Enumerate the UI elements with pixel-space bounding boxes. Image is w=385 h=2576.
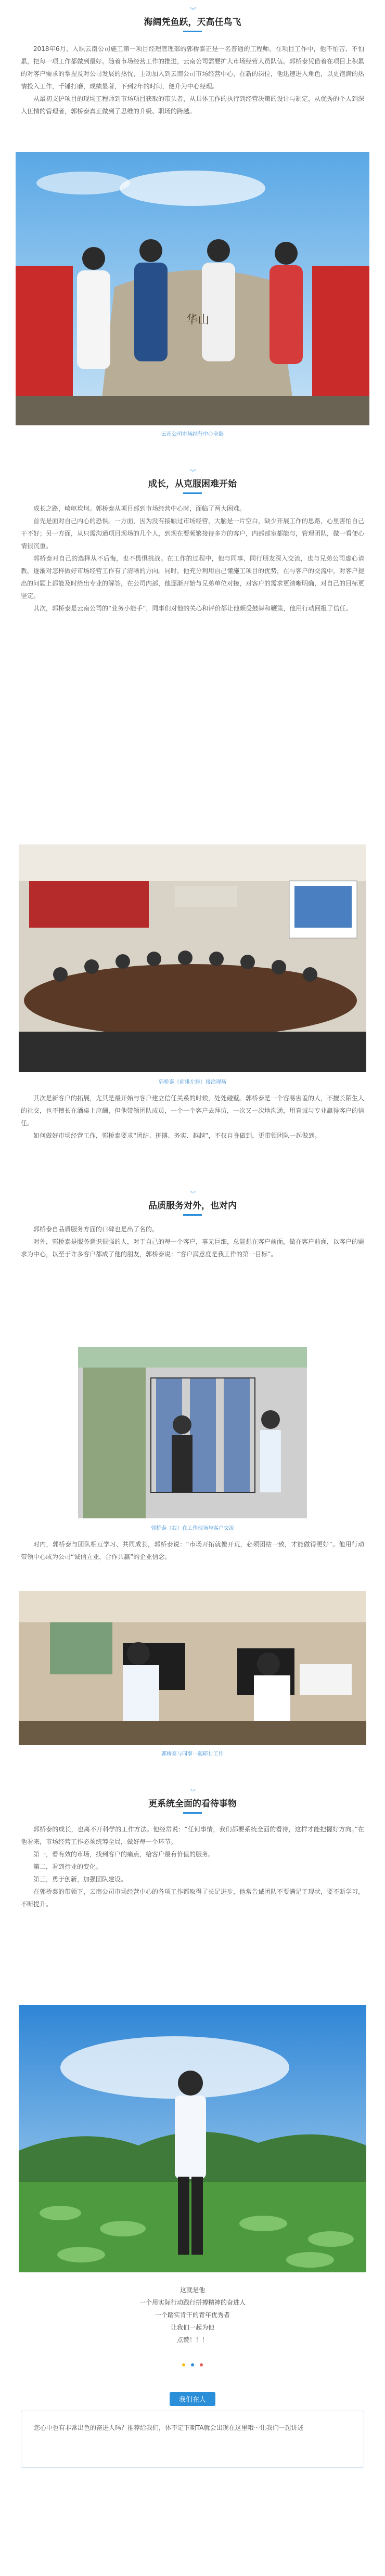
- paragraph: 第二，看到行业的变化。: [33, 1863, 102, 1870]
- section-title: 更系统全面的看待事物: [148, 1799, 237, 1809]
- paragraph: 对外，郭桥泰是服务意识很强的人，对于自己的每一个客户，事无巨细，总能想在客户前面，做在客户前面，以客户的需求为中心，以至于许多客户都成了他的朋友，郭桥泰说：“客户满意度是我工作的第一目标”。: [21, 1238, 365, 1258]
- paragraph: 第三，勇于创新，加强团队建设。: [33, 1876, 127, 1883]
- title-underline: [183, 1214, 202, 1216]
- dot-icon: [182, 2363, 185, 2366]
- chevron-down-icon: ︾: [189, 1190, 195, 1198]
- paragraph: 如何做好市场经营工作，郭桥泰要求“团结、拼搏、务实、越越”，不仅自身做到，更带领团队一起做到。: [33, 1132, 321, 1139]
- section-header-2: [0, 469, 385, 494]
- paragraph: 对内，郭桥泰与团队相互学习、共同成长，郭桥泰说：“市场开拓就像开荒，必须团结一致，才能做得更好”。他用行动带领中心成为公司“诚信立业，合作共赢”的企业信念。: [21, 1541, 364, 1560]
- section-title: 海阔凭鱼跃，天高任鸟飞: [144, 17, 241, 28]
- poem-line: 这就是他: [179, 2286, 205, 2294]
- section-title: 成长，从克服困难开始: [148, 479, 237, 489]
- title-underline: [183, 31, 202, 32]
- section-body-2b: [21, 1092, 364, 1142]
- chevron-down-icon: ︾: [189, 1788, 195, 1796]
- office-discussion-photo: [19, 1591, 366, 1745]
- section-body-3: [21, 1223, 364, 1260]
- title-underline: [183, 1812, 202, 1814]
- group-photo-mountain: [16, 152, 369, 425]
- section-header-3: [0, 1191, 385, 1216]
- photo-caption: 郭桥泰（前排左排）接洽现场: [159, 1079, 226, 1085]
- section-title: 品质服务对外，也对内: [148, 1201, 237, 1211]
- chevron-down-icon: ︾: [189, 469, 195, 476]
- paragraph: 其次是新客户的拓展，尤其是最开始与客户建立信任关系的时候，处处碰壁。郭桥泰是一个容易害羞的人，不擅长陌生人的社交，也不擅长在酒桌上应酬，但他带领团队成员，一个一个客户去拜访，一次又一次地沟通，用真诚与专业赢得客户的信任。: [21, 1095, 365, 1127]
- footer-text: 您心中也有非常出色的奋进人吗？推荐给我们，体不定下期TA就会出现在这里哦～让我们一起讲述: [34, 2424, 304, 2431]
- poem-line: 让我们一起为他: [170, 2324, 214, 2331]
- poem-line: 一个用实际行动践行拼搏精神的奋进人: [139, 2299, 246, 2306]
- dot-icon: [191, 2363, 194, 2366]
- paragraph: 第一，看有效的市场，找到客户的痛点，给客户最有价值的服务。: [33, 1851, 215, 1858]
- section-body-1: [21, 43, 364, 118]
- section-body-4: [21, 1823, 364, 1910]
- paragraph: 成长之路，崎岖坎坷。郭桥泰从项目部到市场经营中心时，面临了两大困难。: [33, 505, 246, 512]
- title-underline: [183, 492, 202, 494]
- dot-icon: [200, 2363, 203, 2366]
- meeting-room-photo: [19, 844, 366, 1072]
- footer-badge-wrap: [0, 2392, 385, 2406]
- paragraph: 其次，郭桥泰是云南公司的“业务小能手”，同事们对他的关心和评价都让他颇受鼓舞和鞭策，他用行动回报了信任。: [33, 605, 352, 612]
- section-header-4: [0, 1789, 385, 1814]
- svg-text:华山: 华山: [186, 314, 210, 327]
- footer-box: [21, 2411, 364, 2468]
- paragraph: 首先是面对自己内心的恐惧。一方面，因为没有接触过市场经营，大脑是一片空白，缺少开展工作的思路，心里害怕自己干不好；另一方面，从只需沟通项目现场的几个人，到现在要频繁接待多方的客户，内部部室都能与，管理团队，做一看便心情很沉重。: [21, 517, 365, 550]
- photo-caption: 郭桥泰（右）在工作现场与客户交流: [151, 1526, 234, 1531]
- photo-caption: 郭桥泰与同事一起研讨工作: [161, 1751, 224, 1757]
- paragraph: 郭桥泰的成长，也离不开科学的工作方法。他经常说：“任何事情，我们都要系统全面的看待，这样才能把握好方向。”在他看来，市场经营工作必须统筹全局，做好每一个环节。: [21, 1826, 364, 1845]
- decorative-dots: [0, 2359, 385, 2369]
- portrait-landscape-photo: [19, 2005, 366, 2272]
- closing-poem: [0, 2284, 385, 2346]
- section-body-2: [21, 502, 364, 615]
- poem-line: 一个踏实肯干的青年优秀者: [155, 2311, 230, 2319]
- section-body-3b: [21, 1538, 364, 1563]
- paragraph: 在郭桥泰的带领下，云南公司市场经营中心的各项工作都取得了长足进步，他常告诫团队不要满足于现状，要不断学习，不断提升。: [21, 1888, 365, 1908]
- footer-badge: 我们在人: [170, 2392, 215, 2406]
- paragraph: 2018年6月，入职云南公司施工第一项目经理管理部的郭桥泰正是一名普通的工程师。在项目工作中，他不怕苦、不怕累，把每一项工作都做到最好。随着市场经营工作的推进，云南公司需要扩大市场经营人员队伍。郭桥泰凭借着在项目上积累的对客户需求的掌握及对公司发展的热忱，主动加入到云南公司市场经营中心，在新的岗位，他迅速进入角色，以更饱满的热情投入工作，千锤打磨，成绩显著，下到2年的时间，便升为中心经理。: [21, 45, 365, 90]
- paragraph: 郭桥泰对自己的选择从不后悔，也不畏惧挑战。在工作的过程中，他与同事、同行朋友深入交流，也与兄弟公司虚心请教。逐渐对怎样做好市场经营工作有了清晰的方向。同时，他充分利用自己懂施工项目的优势，在与客户的交流中，对客户提出的问题上都能及时给出专业的解答，在公司内部，他逐渐开始与兄弟单位对接，对客户的需求更清晰明确，对自己的目标更坚定。: [21, 555, 365, 600]
- section-header-1: [0, 7, 385, 32]
- client-visit-photo: [78, 1347, 307, 1518]
- poem-line: 点赞！！！: [176, 2336, 208, 2344]
- paragraph: 从最初支护项目的现场工程师到市场项目获取的带头者，从具体工作的执行到经营决策的设计与制定，从优秀的个人到深入伍情的管理者，郭桥泰真正做到了思维的升级、职场的跨越。: [21, 95, 365, 115]
- photo-caption: 云南公司市场经营中心全影: [161, 432, 224, 437]
- paragraph: 郭桥泰自品质服务方面的口碑也是出了名的。: [33, 1226, 159, 1233]
- chevron-down-icon: ︾: [189, 7, 195, 14]
